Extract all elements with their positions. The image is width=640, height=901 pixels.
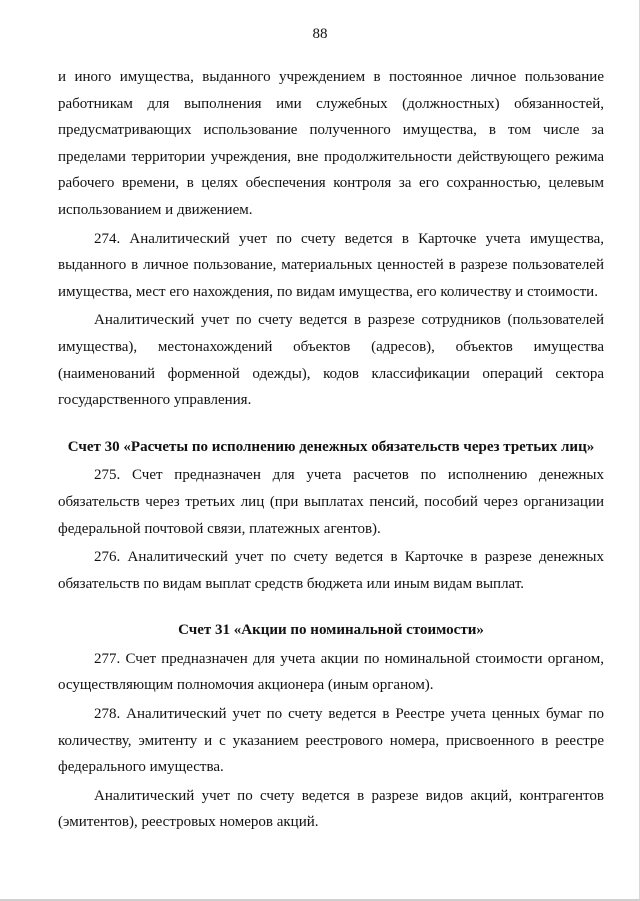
heading-account-31: Счет 31 «Акции по номинальной стоимости» — [178, 622, 484, 639]
paragraph-278-analytics: Аналитический учет по счету ведется в разрезе видов акций, контрагентов (эмитентов), реестровых номеров акций. — [58, 787, 604, 831]
paragraph-278: 278. Аналитический учет по счету ведется в Реестре учета ценных бумаг по количеству, эмитенту и с указанием реестрового номера, присвоенного в реестре федерального имущества. — [58, 706, 604, 776]
paragraph-continuation: и иного имущества, выданного учреждением в постоянное личное пользование работникам для выполнения ими служебных (должностных) обязанностей, предусматривающих использование полученного имущества, в том числе за пределами территории учреждения, вне продолжительности действующего режима рабочего времени, в целях обеспечения контроля за его сохранностью, целевым использованием и движением. — [58, 69, 604, 218]
paragraph-274: 274. Аналитический учет по счету ведется в Карточке учета имущества, выданного в личное пользование, материальных ценностей в разрезе пользователей имущества, мест его нахождения, по видам имущества, его количеству и стоимости. — [58, 230, 604, 300]
paragraph-276: 276. Аналитический учет по счету ведется в Карточке в разрезе денежных обязательств по видам выплат средств бюджета или иным видам выплат. — [58, 549, 604, 592]
document-body — [58, 64, 604, 836]
paragraph-274-analytics: Аналитический учет по счету ведется в разрезе сотрудников (пользователей имущества), местонахождений объектов (адресов), объектов имущества (наименований форменной одежды), кодов классификации операций сектора государственного управления. — [58, 312, 604, 409]
heading-account-30: Счет 30 «Расчеты по исполнению денежных обязательств через третьих лиц» — [67, 438, 595, 455]
page-number: 88 — [312, 26, 328, 42]
paragraph-277: 277. Счет предназначен для учета акции по номинальной стоимости органом, осуществляющим полномочия акционера (иным органом). — [58, 650, 604, 694]
paragraph-275: 275. Счет предназначен для учета расчетов по исполнению денежных обязательств через третьих лиц (при выплатах пенсий, пособий через организации федеральной почтовой связи, платежных агентов). — [58, 467, 604, 537]
